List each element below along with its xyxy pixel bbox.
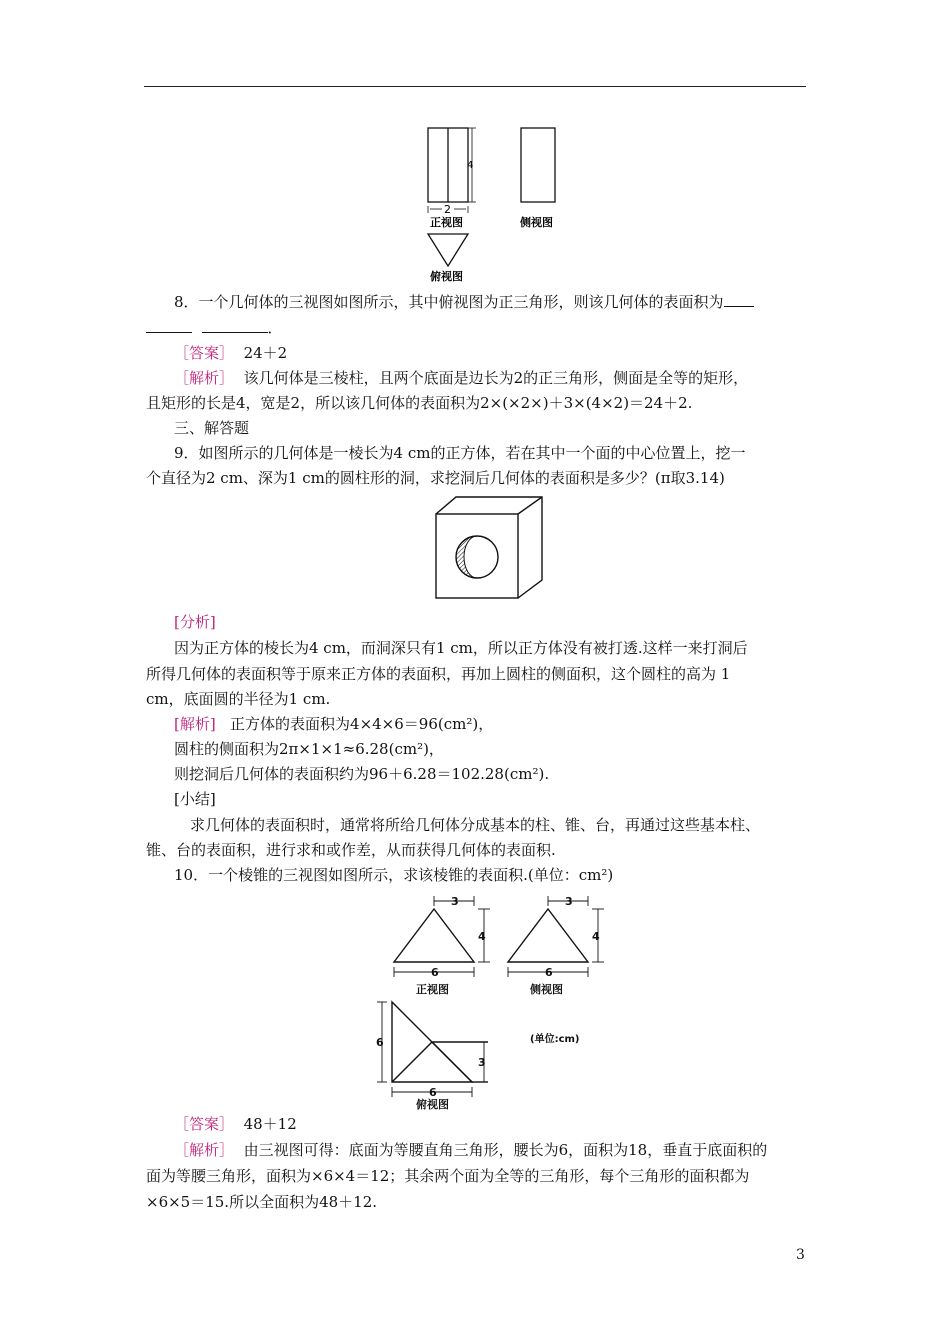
side-view-label: 侧视图 — [520, 216, 553, 229]
side-view-rect — [521, 128, 555, 202]
q9-fenxi-tag: [分析] — [174, 613, 216, 631]
q9-jiexi-3: 则挖洞后几何体的表面积约为96＋6.28＝102.28(cm²). — [174, 765, 550, 783]
q9-fenxi-1: 因为正方体的棱长为4 cm，而洞深只有1 cm，所以正方体没有被打透.这样一来打洞后 — [174, 639, 748, 657]
page-number: 3 — [796, 1247, 805, 1263]
front-view-label: 正视图 — [430, 216, 463, 229]
q8-line1: 8．一个几何体的三视图如图所示，其中俯视图为正三角形，则该几何体的表面积为 — [174, 292, 754, 312]
side-dim-3: 3 — [565, 895, 573, 908]
q10-line1: 10．一个棱锥的三视图如图所示，求该棱锥的表面积.(单位：cm²) — [174, 866, 614, 884]
figure-q9-cube-with-hole — [432, 494, 550, 602]
q10-analysis-3: ×6×5＝15.所以全面积为48＋12. — [146, 1193, 378, 1211]
header-rule — [144, 86, 806, 87]
analysis-tag: ［解析］ — [174, 369, 235, 387]
side-dim-4: 4 — [592, 930, 600, 943]
unit-label: (单位:cm) — [530, 1034, 580, 1045]
section-heading: 三、解答题 — [174, 419, 250, 437]
side-view-label: 侧视图 — [530, 983, 563, 996]
answer-tag: ［答案］ — [174, 344, 235, 362]
top-view-label: 俯视图 — [416, 1098, 449, 1110]
side-dim-6: 6 — [545, 966, 553, 979]
q10-answer: ［答案］ 48＋12 — [174, 1115, 297, 1133]
q9-fenxi-3: cm，底面圆的半径为1 cm. — [146, 690, 331, 708]
side-view-triangle — [508, 909, 588, 962]
q9-line1: 9．如图所示的几何体是一棱长为4 cm的正方体，若在其中一个面的中心位置上，挖一 — [174, 444, 746, 462]
q9-line2: 个直径为2 cm、深为1 cm的圆柱形的洞，求挖洞后几何体的表面积是多少？(π取3.14) — [146, 469, 725, 487]
q9-summary-1: 求几何体的表面积时，通常将所给几何体分成基本的柱、锥、台，再通过这些基本柱、 — [190, 816, 761, 834]
q10-analysis-1: ［解析］ 由三视图可得：底面为等腰直角三角形，腰长为6，面积为18，垂直于底面积的 — [174, 1141, 768, 1159]
q8-analysis-2: 且矩形的长是4，宽是2，所以该几何体的表面积为2×(×2×)＋3×(4×2)＝24＋2. — [146, 394, 693, 412]
top-dim-6-vertical: 6 — [376, 1036, 384, 1049]
q8-line2: ． — [146, 318, 283, 338]
q9-fenxi-2: 所得几何体的表面积等于原来正方体的表面积，再加上圆柱的侧面积，这个圆柱的高为 1 — [146, 665, 731, 683]
q9-summary-2: 锥、台的表面积，进行求和或作差，从而获得几何体的表面积. — [146, 841, 556, 859]
q8-analysis-1: ［解析］ 该几何体是三棱柱，且两个底面是边长为2的正三角形，侧面是全等的矩形， — [174, 369, 749, 387]
top-view-triangle — [428, 234, 468, 266]
dim-label-2: 2 — [444, 203, 451, 216]
q9-jiexi-1: [解析] 正方体的表面积为4×4×6＝96(cm²)， — [174, 715, 494, 733]
front-dim-4: 4 — [478, 930, 486, 943]
top-dim-3: 3 — [478, 1056, 486, 1069]
front-dim-3: 3 — [451, 895, 459, 908]
q9-jiexi-2: 圆柱的侧面积为2π×1×1≈6.28(cm²)， — [174, 740, 444, 758]
figure-q8-three-views — [420, 120, 570, 285]
q8-answer: ［答案］ 24＋2 — [174, 344, 288, 362]
dim-label-4: 4 — [467, 160, 474, 171]
top-dim-6-horizontal: 6 — [429, 1086, 437, 1099]
figure-q10-three-views — [372, 892, 622, 1110]
top-view-label: 俯视图 — [430, 270, 463, 283]
front-view-label: 正视图 — [416, 983, 449, 996]
cube-front-face — [436, 514, 518, 598]
q10-analysis-2: 面为等腰三角形，面积为×6×4＝12；其余两个面为全等的三角形，每个三角形的面积都为 — [146, 1167, 750, 1185]
front-dim-6: 6 — [431, 966, 439, 979]
front-view-triangle — [394, 909, 474, 962]
q9-summary-tag: [小结] — [174, 790, 216, 808]
